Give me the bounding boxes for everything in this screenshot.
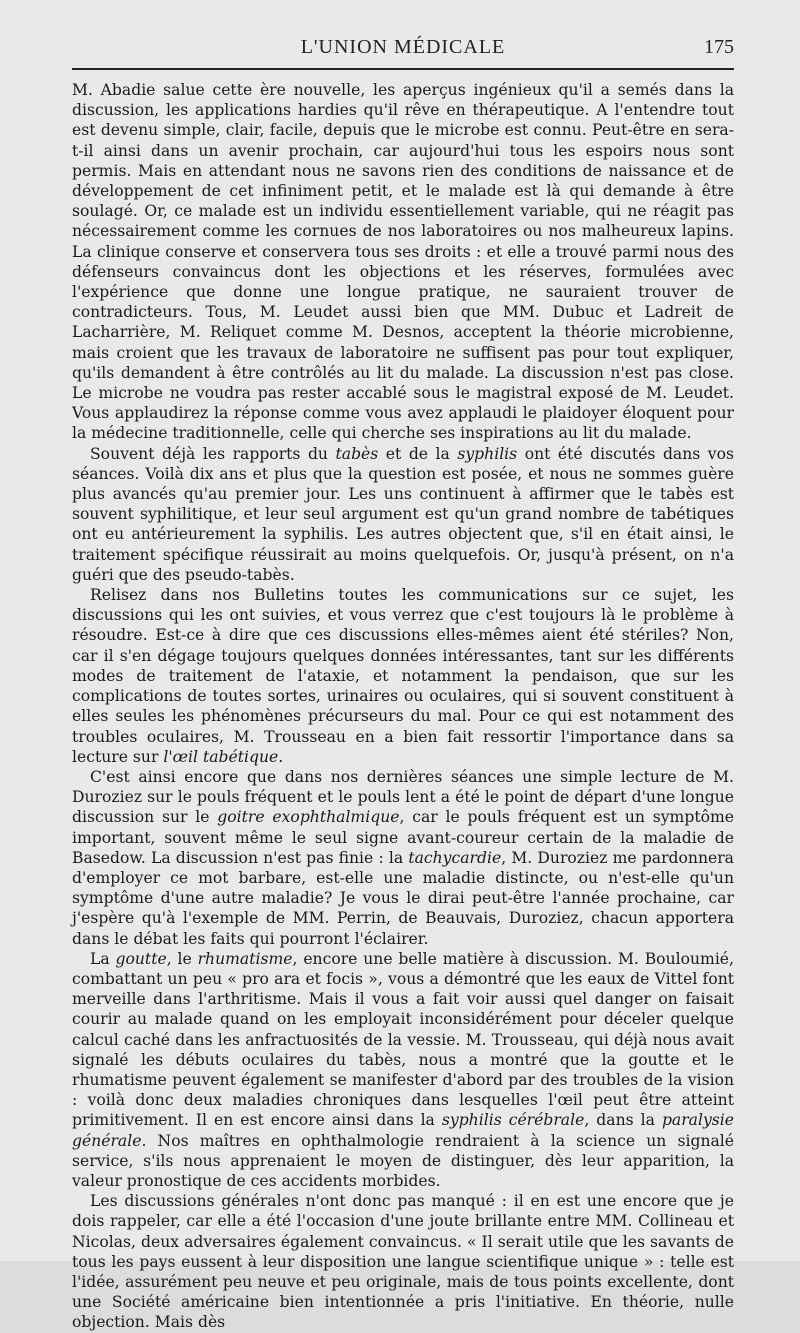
text-run: . Nos maîtres en ophthalmologie rendraient à la science un signalé service, s'ils nous apprenaient le moyen de distinguer, dès leur apparition, la valeur pronostique de ces accidents morbides. bbox=[72, 1131, 734, 1190]
italic-term: syphilis cérébrale bbox=[441, 1111, 585, 1130]
text-run: Les discussions générales n'ont donc pas manqué : il en est une encore que je dois rappeler, car elle a été l'occasion d'une joute brillante entre MM. Collineau et Nicolas, deux adversaires également convaincus. « Il serait utile que les savants de tous les pays eussent à leur disposition une langue scientifique unique » : telle est l'idée, assurément peu neuve et peu originale, mais de tous points excellente, dont une Société américaine bien intentionnée a pris l'initiative. En théorie, nulle objection. Mais dès bbox=[72, 1192, 734, 1332]
text-run: , le bbox=[166, 949, 198, 968]
italic-term: goutte bbox=[115, 949, 167, 968]
text-run: M. Abadie salue cette ère nouvelle, les aperçus ingénieux qu'il a semés dans la discussion, les applications hardies qu'il rêve en thérapeutique. A l'entendre tout est devenu simple, clair, facile, depuis que le microbe est connu. Peut-être en sera-t-il ainsi dans un avenir prochain, car aujourd'hui tous les espoirs nous sont permis. Mais en attendant nous ne savons rien des conditions de naissance et de développement de cet infiniment petit, et le malade est là qui demande à être soulagé. Or, ce malade est un individu essentiellement variable, qui ne réagit pas nécessairement comme les cornues de nos laboratoires ou nos malheureux lapins. La clinique conserve et conservera tous ses droits : et elle a trouvé parmi nous des défenseurs convaincus dont les objections et les réserves, formulées avec l'expérience que donne une longue pratique, ne sauraient trouver de contradicteurs. Tous, M. Leudet aussi bien que MM. Dubuc et Ladreit de Lacharrière, M. Reliquet comme M. Desnos, acceptent la théorie microbienne, mais croient que les travaux de laboratoire ne suffisent pas pour tout expliquer, qu'ils demandent à être contrôlés au lit du malade. La discussion n'est pas close. Le microbe ne voudra pas rester accablé sous le magistral exposé de M. Leudet. Vous applaudirez la réponse comme vous avez applaudi le plaidoyer éloquent pour la médecine traditionnelle, celle qui cherche ses inspirations au lit du malade. bbox=[72, 81, 734, 443]
italic-term: paralysie générale bbox=[72, 1111, 734, 1150]
italic-term: tachycardie bbox=[408, 848, 502, 867]
text-run: Relisez dans nos Bulletins toutes les communications sur ce sujet, les discussions qui les ont suivies, et vous verrez que c'est toujours là le problème à résoudre. Est-ce à dire que ces discussions elles-mêmes aient été stériles? Non, car il s'en dégage toujours quelques données intéressantes, tant sur les différents modes de traitement de l'ataxie, et notamment la pendaison, que sur les complications de toutes sortes, urinaires ou oculaires, qui si souvent constituent à elles seules les phénomènes précurseurs du mal. Pour ce qui est notamment des troubles oculaires, M. Trousseau en a bien fait ressortir l'importance dans sa lecture sur bbox=[72, 586, 734, 766]
header-rule bbox=[72, 68, 734, 70]
article-body bbox=[72, 80, 734, 1333]
paragraph bbox=[72, 80, 734, 444]
italic-term: l'œil tabétique. bbox=[163, 747, 284, 766]
text-run: La bbox=[90, 949, 116, 968]
text-run: , encore une belle matière à discussion. M. Bouloumié, combattant un peu « pro ara et focis », vous a démontré que les eaux de Vittel font merveille dans l'arthritisme. Mais il vous a fait voir aussi quel danger on faisait courir au malade quand on les employait inconsidérément pour déceler quelque calcul caché dans les anfractuosités de la vessie. M. Trousseau, qui déjà nous avait signalé les débuts oculaires du tabès, nous a montré que la goutte et le rhumatisme peuvent également se manifester d'abord par des troubles de la vision : voilà donc deux maladies chroniques dans lesquelles l'œil peut être atteint primitivement. Il en est encore ainsi dans la bbox=[72, 949, 734, 1130]
italic-term: syphilis bbox=[457, 444, 518, 463]
paragraph bbox=[72, 949, 734, 1191]
text-run: , car le pouls fréquent est un symptôme important, souvent même le seul signe avant-coureur certain de la maladie de Basedow. La discussion n'est pas finie : la bbox=[72, 808, 734, 867]
running-title: L'UNION MÉDICALE bbox=[300, 36, 506, 58]
text-run: et de la bbox=[378, 444, 458, 463]
italic-term: rhumatisme bbox=[197, 949, 293, 968]
paragraph bbox=[72, 1191, 734, 1332]
text-run: Souvent déjà les rapports du bbox=[90, 444, 336, 463]
text-run: , M. Duroziez me pardonnera d'employer ce mot barbare, est-elle une maladie distincte, ou n'est-elle qu'un symptôme d'une autre maladie? Je vous le dirai peut-être l'année prochaine, car j'espère qu'à l'exemple de MM. Perrin, de Beauvais, Duroziez, chacun apportera dans le débat les faits qui pourront l'éclairer. bbox=[72, 848, 734, 948]
paragraph bbox=[72, 444, 734, 585]
paragraph bbox=[72, 585, 734, 767]
italic-term: tabès bbox=[335, 444, 379, 463]
italic-term: goitre exophthalmique bbox=[217, 808, 400, 827]
page-header bbox=[72, 30, 734, 64]
text-run: ont été discutés dans vos séances. Voilà dix ans et plus que la question est posée, et nous ne sommes guère plus avancés qu'au premier jour. Les uns continuent à affirmer que le tabès est souvent syphilitique, et leur seul argument est qu'un grand nombre de tabétiques ont eu antérieurement la syphilis. Les autres objectent que, s'il en était ainsi, le traitement spécifique réussirait au moins quelquefois. Or, jusqu'à présent, on n'a guéri que des pseudo-tabès. bbox=[72, 444, 734, 584]
paragraph bbox=[72, 767, 734, 949]
page-number: 175 bbox=[704, 36, 734, 58]
text-run: C'est ainsi encore que dans nos dernières séances une simple lecture de M. Duroziez sur le pouls fréquent et le pouls lent a été le point de départ d'une longue discussion sur le bbox=[72, 767, 734, 827]
text-run: , dans la bbox=[584, 1111, 662, 1130]
